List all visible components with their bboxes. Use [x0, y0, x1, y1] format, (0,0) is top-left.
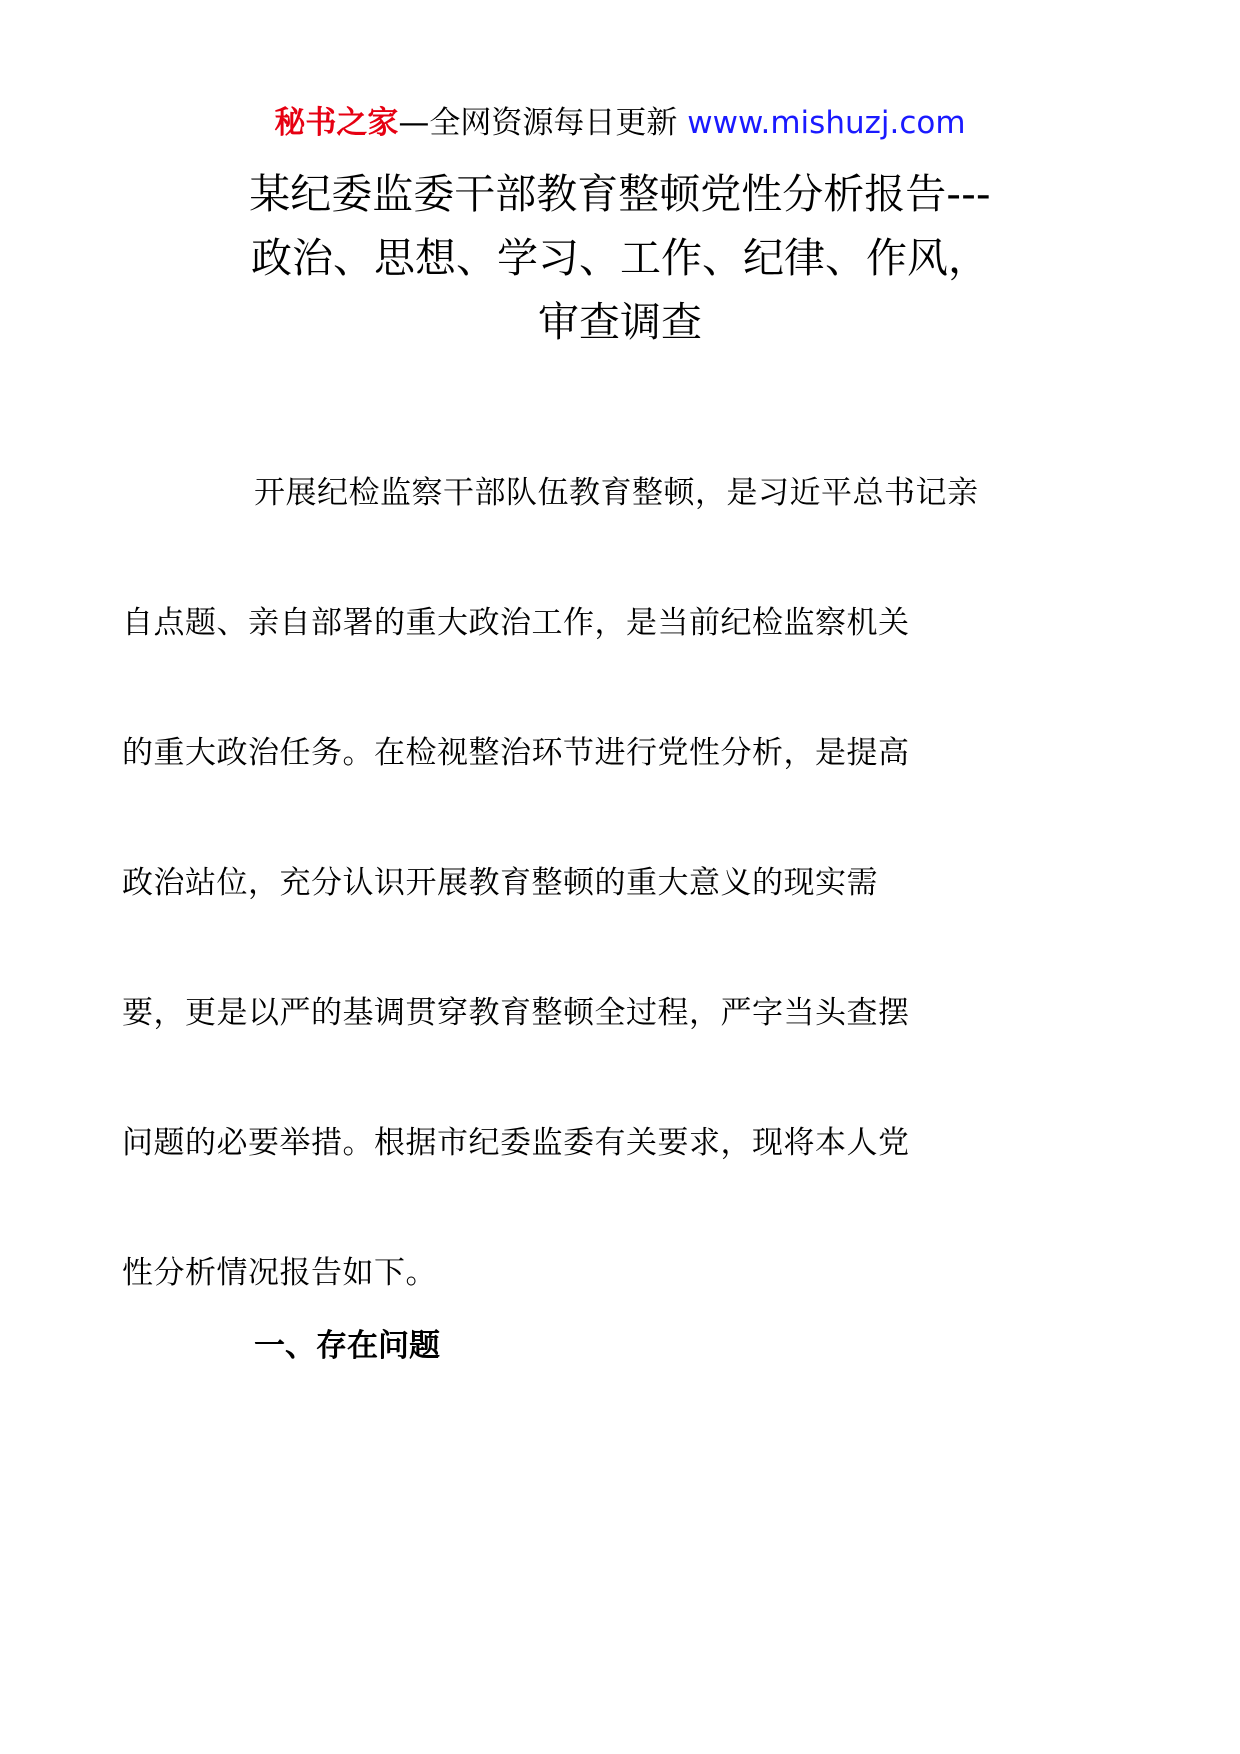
site-header — [0, 100, 1240, 146]
title-line-2: 政治、思想、学习、工作、纪律、作风， — [251, 234, 989, 282]
brand-name: 秘书之家 — [274, 105, 399, 141]
document-title — [150, 162, 1090, 354]
paragraph-line: 性分析情况报告如下。 — [122, 1255, 437, 1291]
title-line-1: 某纪委监委干部教育整顿党性分析报告--- — [249, 170, 991, 218]
paragraph-line: 政治站位，充分认识开展教育整顿的重大意义的现实需 — [122, 865, 878, 901]
title-line-3: 审查调查 — [538, 298, 702, 346]
paragraph-line: 问题的必要举措。根据市纪委监委有关要求，现将本人党 — [122, 1125, 910, 1161]
site-url-link[interactable]: www.mishuzj.com — [687, 105, 966, 141]
section-heading-problems: 一、存在问题 — [254, 1328, 440, 1364]
paragraph-line: 开展纪检监察干部队伍教育整顿，是习近平总书记亲 — [254, 475, 979, 511]
header-tagline: —全网资源每日更新 — [398, 105, 688, 141]
intro-paragraph — [122, 428, 1028, 1338]
paragraph-line: 要，更是以严的基调贯穿教育整顿全过程，严字当头查摆 — [122, 995, 910, 1031]
paragraph-line: 自点题、亲自部署的重大政治工作，是当前纪检监察机关 — [122, 605, 910, 641]
paragraph-line: 的重大政治任务。在检视整治环节进行党性分析，是提高 — [122, 735, 910, 771]
